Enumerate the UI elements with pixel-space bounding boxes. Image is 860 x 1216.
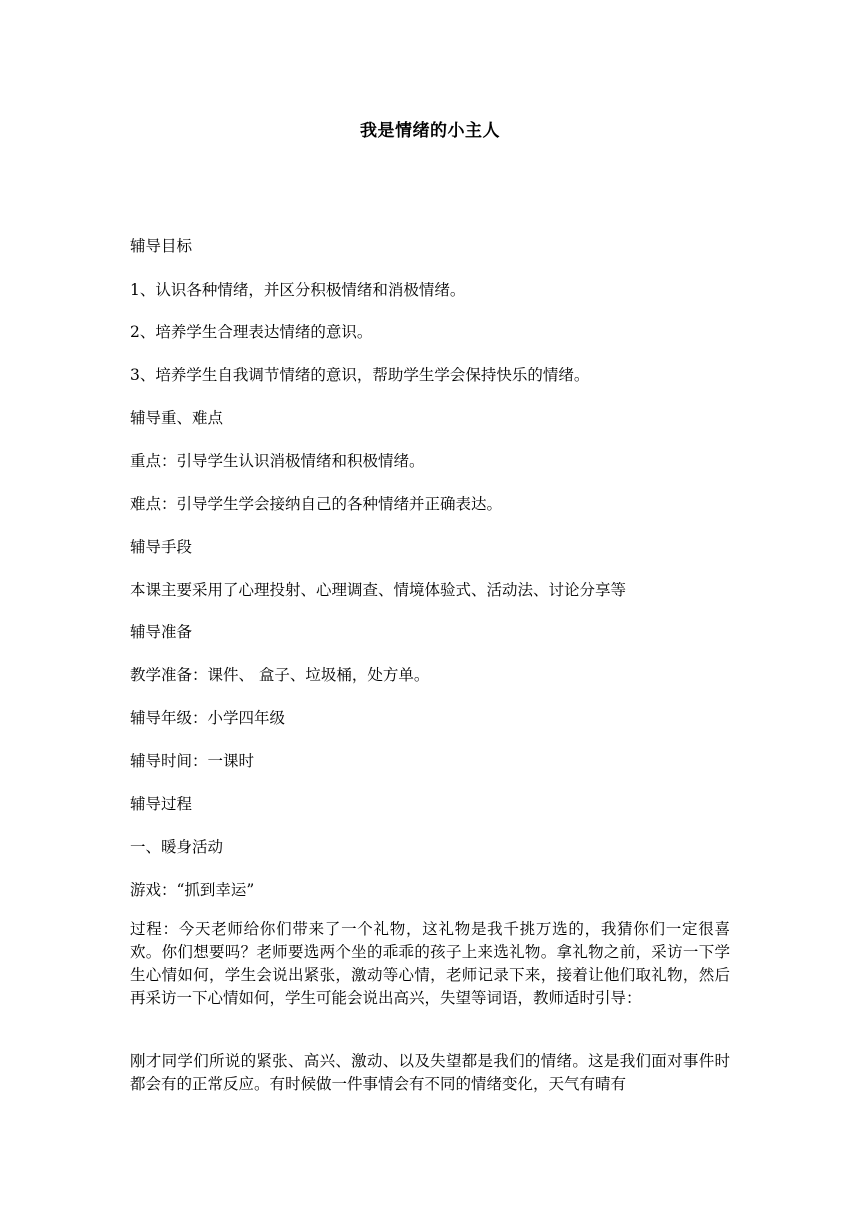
grade-text: 辅导年级：小学四年级: [130, 709, 286, 727]
goal-item-1: 1、认识各种情绪，并区分积极情绪和消极情绪。: [130, 281, 466, 299]
goal-heading: 辅导目标: [130, 237, 193, 255]
goal-item-2: 2、培养学生合理表达情绪的意识。: [130, 323, 373, 341]
means-heading: 辅导手段: [130, 538, 193, 556]
process-heading: 辅导过程: [130, 795, 193, 813]
document-title: 我是情绪的小主人: [360, 121, 500, 141]
emotion-paragraph: 刚才同学们所说的紧张、高兴、激动、以及失望都是我们的情绪。这是我们面对事件时都会有的正常反应。有时候做一件事情会有不同的情绪变化，天气有晴有: [130, 1052, 730, 1093]
warmup-heading: 一、暖身活动: [130, 838, 224, 856]
goal-item-3: 3、培养学生自我调节情绪的意识，帮助学生学会保持快乐的情绪。: [130, 366, 590, 384]
means-text: 本课主要采用了心理投射、心理调查、情境体验式、活动法、讨论分享等: [130, 581, 627, 599]
key-point-text: 重点：引导学生认识消极情绪和积极情绪。: [130, 452, 425, 470]
preparation-text: 教学准备：课件、 盒子、垃圾桶，处方单。: [130, 666, 430, 684]
difficult-point-text: 难点：引导学生学会接纳自己的各种情绪并正确表达。: [130, 495, 503, 513]
process-paragraph: 过程：今天老师给你们带来了一个礼物，这礼物是我千挑万选的，我猜你们一定很喜欢。你们想要吗？老师要选两个坐的乖乖的孩子上来选礼物。拿礼物之前，采访一下学生心情如何，学生会说出紧张，激动等心情，老师记录下来，接着让他们取礼物，然后再采访一下心情如何，学生可能会说出高兴，失望等词语，教师适时引导：: [130, 920, 730, 1007]
key-difficult-heading: 辅导重、难点: [130, 409, 224, 427]
time-text: 辅导时间：一课时: [130, 752, 255, 770]
preparation-heading: 辅导准备: [130, 623, 193, 641]
game-text: 游戏：“抓到幸运”: [130, 881, 255, 899]
